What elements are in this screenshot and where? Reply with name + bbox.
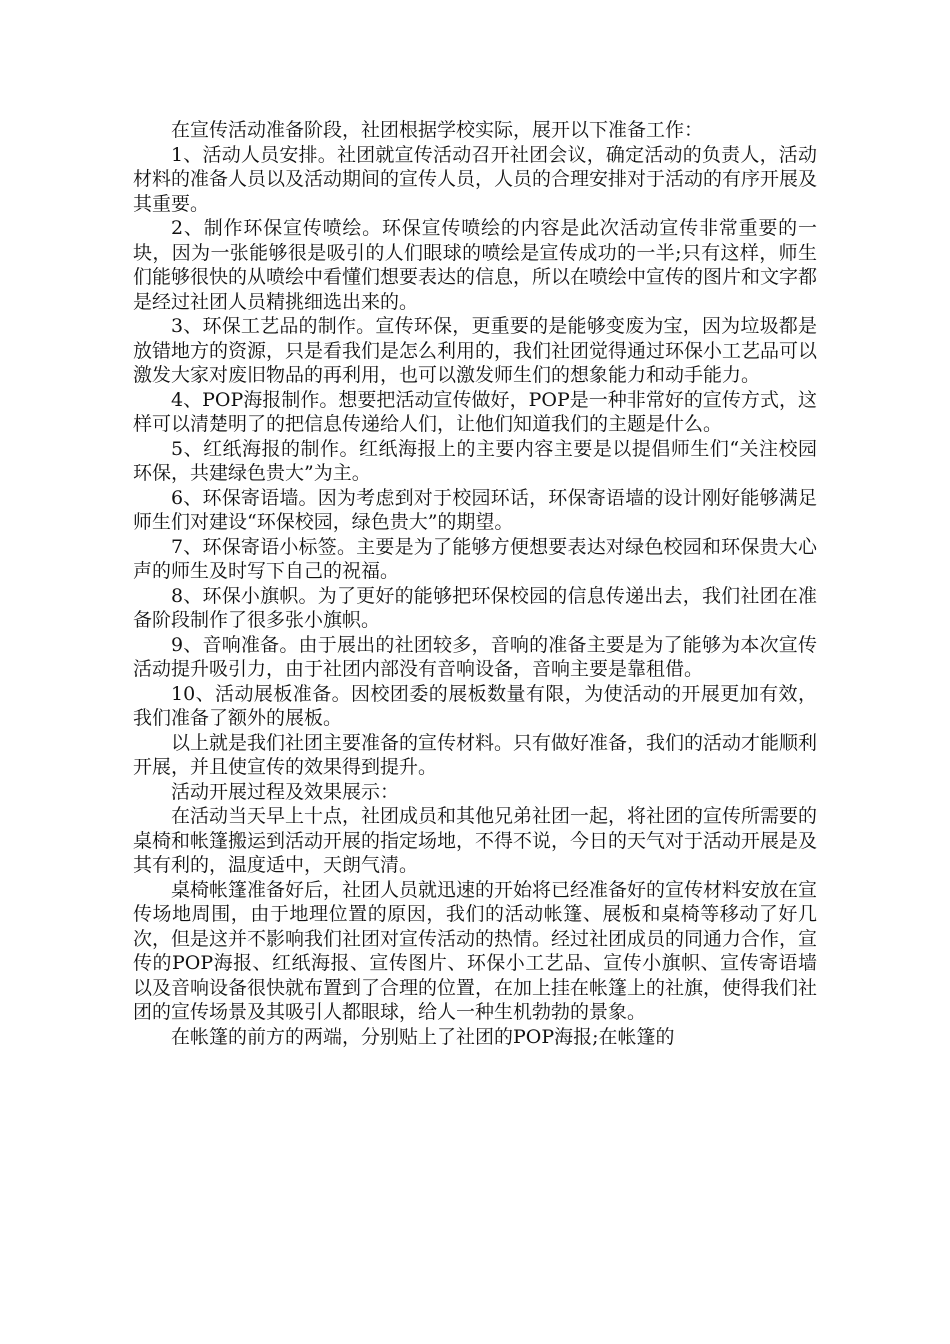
paragraph-item-7: 7、环保寄语小标签。主要是为了能够方便想要表达对绿色校园和环保贵大心声的师生及时写下自己的祝福。 bbox=[133, 535, 817, 582]
section-heading-process: 活动开展过程及效果展示： bbox=[171, 780, 400, 803]
paragraph-process-1: 在活动当天早上十点，社团成员和其他兄弟社团一起，将社团的宣传所需要的桌椅和帐篷搬运到活动开展的指定场地，不得不说，今日的天气对于活动开展是及其有利的，温度适中，天朗气清。 bbox=[133, 805, 818, 876]
paragraph-item-2: 2、制作环保宣传喷绘。环保宣传喷绘的内容是此次活动宣传非常重要的一块，因为一张能够很是吸引的人们眼球的喷绘是宣传成功的一半;只有这样，师生们能够很快的从喷绘中看懂们想要表达的信息，所以在喷绘中宣传的图片和文字都是经过社团人员精挑细选出来的。 bbox=[133, 217, 818, 313]
paragraph-item-8: 8、环保小旗帜。为了更好的能够把环保校园的信息传递出去，我们社团在准备阶段制作了很多张小旗帜。 bbox=[133, 584, 817, 631]
paragraph-item-3: 3、环保工艺品的制作。宣传环保，更重要的是能够变废为宝，因为垃圾都是放错地方的资源，只是看我们是怎么利用的，我们社团觉得通过环保小工艺品可以激发大家对废旧物品的再利用，也可以激发师生们的想象能力和动手能力。 bbox=[133, 315, 818, 386]
paragraph-item-1: 1、活动人员安排。社团就宣传活动召开社团会议，确定活动的负责人，活动材料的准备人员以及活动期间的宣传人员，人员的合理安排对于活动的有序开展及其重要。 bbox=[133, 143, 818, 215]
paragraph-item-5: 5、红纸海报的制作。红纸海报上的主要内容主要是以提倡师生们“关注校园环保，共建绿色贵大”为主。 bbox=[133, 437, 817, 484]
paragraph-item-9: 9、音响准备。由于展出的社团较多，音响的准备主要是为了能够为本次宣传活动提升吸引力，由于社团内部没有音响设备，音响主要是靠租借。 bbox=[133, 633, 817, 680]
paragraph-intro: 在宣传活动准备阶段，社团根据学校实际，展开以下准备工作： bbox=[171, 119, 704, 141]
document-body bbox=[133, 118, 817, 1049]
paragraph-item-6: 6、环保寄语墙。因为考虑到对于校园环话，环保寄语墙的设计刚好能够满足师生们对建设“环保校园，绿色贵大”的期望。 bbox=[133, 486, 817, 533]
paragraph-item-10: 10、活动展板准备。因校团委的展板数量有限，为使活动的开展更加有效，我们准备了额外的展板。 bbox=[133, 682, 817, 729]
paragraph-process-2: 桌椅帐篷准备好后，社团人员就迅速的开始将已经准备好的宣传材料安放在宣传场地周围，由于地理位置的原因，我们的活动帐篷、展板和桌椅等移动了好几次，但是这并不影响我们社团对宣传活动的热情。经过社团成员的同通力合作，宣传的POP海报、红纸海报、宣传图片、环保小工艺品、宣传小旗帜、宣传寄语墙以及音响设备很快就布置到了合理的位置，在加上挂在帐篷上的社旗，使得我们社团的宣传场景及其吸引人都眼球，给人一种生机勃勃的景象。 bbox=[133, 878, 818, 1023]
paragraph-process-3: 在帐篷的前方的两端，分别贴上了社团的POP海报;在帐篷的 bbox=[171, 1025, 675, 1048]
paragraph-item-4: 4、POP海报制作。想要把活动宣传做好，POP是一种非常好的宣传方式，这样可以清楚明了的把信息传递给人们，让他们知道我们的主题是什么。 bbox=[133, 388, 817, 435]
paragraph-summary: 以上就是我们社团主要准备的宣传材料。只有做好准备，我们的活动才能顺利开展，并且使宣传的效果得到提升。 bbox=[133, 731, 818, 778]
